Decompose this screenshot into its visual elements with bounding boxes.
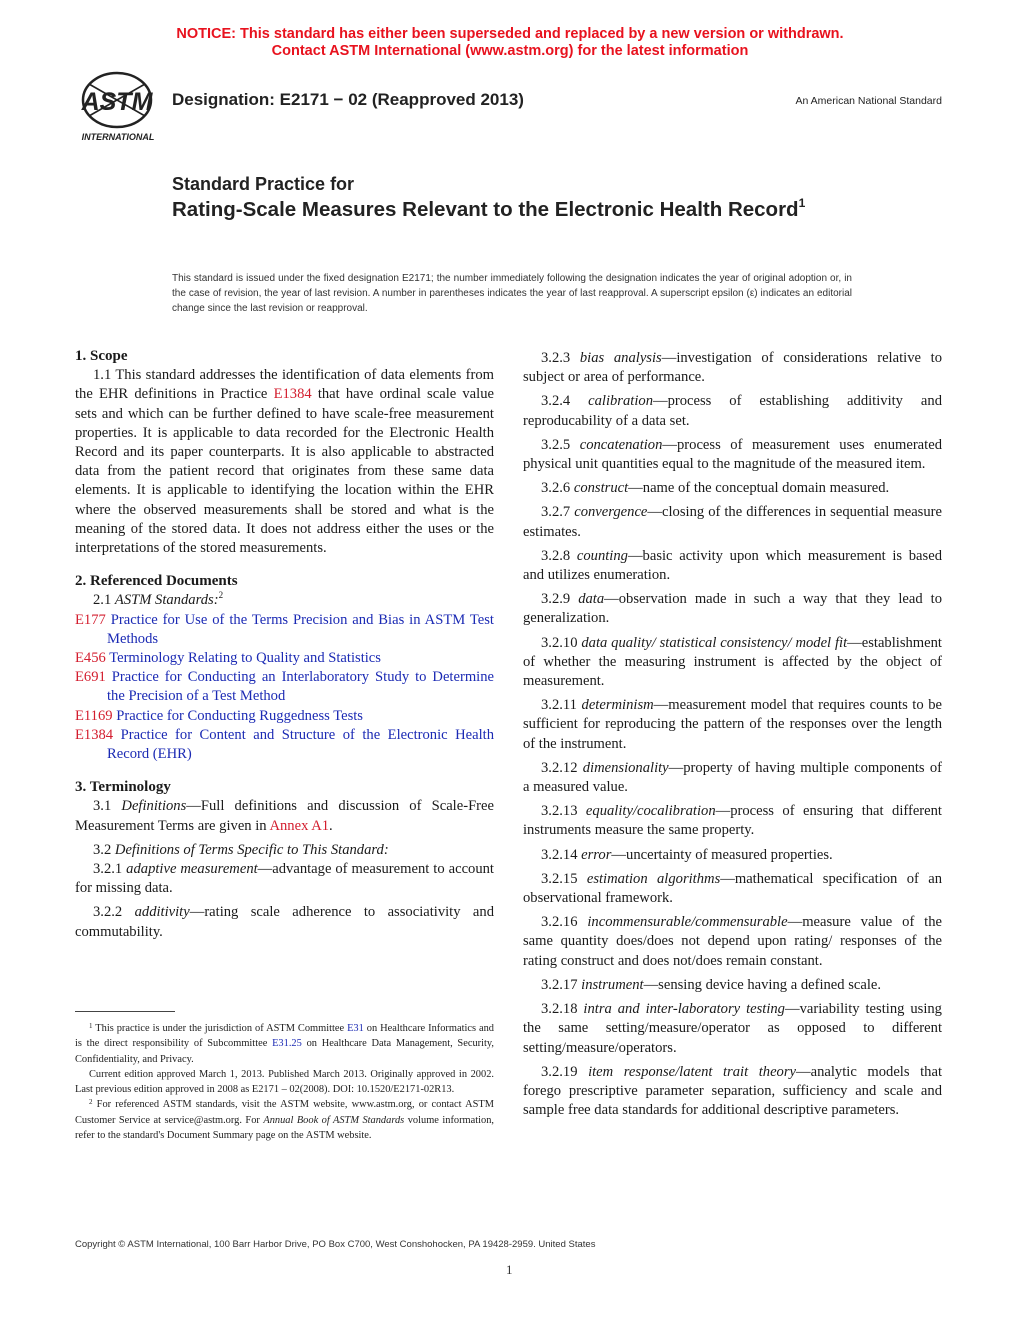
definition-text: —basic activity upon which measurement is based and utilizes enumeration. — [523, 547, 942, 584]
definition-entry — [523, 479, 942, 498]
footnote-text: on Healthcare Data Management, Security, Confidentiality, and Privacy. — [75, 1038, 494, 1065]
copyright: Copyright © ASTM International, 100 Barr Harbor Drive, PO Box C700, West Conshohocken, PA 19428-2959. United States — [75, 1239, 596, 1250]
logo-text: ASTM — [81, 88, 153, 116]
definition-number: 3.2.1 — [93, 861, 123, 878]
definition-text: —name of the conceptual domain measured. — [628, 480, 890, 497]
definition-number: 3.2.5 — [541, 436, 571, 453]
astm-logo-icon — [72, 70, 162, 145]
section-heading-scope: 1. Scope — [75, 348, 128, 364]
scope-text-before: 1.1 This standard addresses the identification of data elements from the EHR definitions in Practice — [75, 367, 494, 403]
subheading-number: 2.1 — [93, 592, 112, 609]
definition-entry — [523, 590, 942, 628]
subheading-label: ASTM Standards: — [114, 592, 219, 609]
scope-text-after: that have ordinal scale value sets and which can be further defined to have scale-free measurement properties. It is applicable to data recorded for the Electronic Health Record and its paper counterparts. It is also applicable to abstracted data from the patient record that originates from these same data elements. It is applicable to identifying the location within the EHR where the observed measurements shall be stored and what is the meaning of the stored data. It does not address either the uses or the interpretations of the stored measurements. — [75, 386, 494, 557]
title-prefix: Standard Practice for — [172, 174, 355, 194]
definition-entry — [75, 860, 494, 898]
definition-text: —closing of the differences in sequential measure estimates. — [523, 504, 942, 540]
definition-text: —sensing device having a defined scale. — [643, 976, 882, 993]
definitions-left — [75, 860, 494, 942]
definition-term: determinism — [581, 697, 654, 714]
footnote-1 — [75, 1021, 494, 1067]
footnote-text: For referenced ASTM standards, visit the ASTM website, www.astm.org, or contact ASTM Customer Service at service@astm.org. For — [75, 1099, 494, 1126]
definition-number: 3.2.13 — [541, 803, 578, 820]
definition-number: 3.2.2 — [93, 904, 123, 921]
section-heading-referenced: 2. Referenced Documents — [75, 573, 238, 590]
definition-term: adaptive measurement — [126, 861, 258, 878]
definition-term: instrument — [581, 976, 644, 993]
definition-number: 3.2.11 — [541, 697, 577, 714]
definition-term: incommensurable/commensurable — [587, 914, 788, 931]
definition-entry — [523, 547, 942, 585]
definition-number: 3.2.4 — [541, 393, 571, 410]
para-number: 3.1 — [93, 798, 112, 815]
definitions-right — [523, 349, 942, 1120]
footnote-text: This practice is under the jurisdiction of ASTM Committee — [95, 1023, 345, 1034]
definition-entry — [523, 1000, 942, 1058]
footnote-1-edition: Current edition approved March 1, 2013. Published March 2013. Originally approved in 2002. Last previous edition approved in 2008 as E2171 – 02(2008). DOI: 10.1520/E2171-02R13. — [75, 1068, 494, 1096]
definition-term: data — [578, 591, 605, 608]
reference-code-link[interactable]: E1384 — [75, 726, 114, 743]
term: Definitions — [121, 798, 187, 815]
definition-entry — [523, 802, 942, 840]
definition-number: 3.2.16 — [541, 914, 578, 931]
definition-term: calibration — [588, 393, 653, 410]
footnote-text: on Healthcare Informatics and is the direct responsibility of Subcommittee — [75, 1023, 494, 1050]
footnote-2-mark: 2 — [89, 1098, 93, 1107]
definition-entry — [523, 913, 942, 971]
definition-text: —measurement model that requires counts to be sufficient for reproducing the pattern of the responses over the length of the instrument. — [523, 697, 942, 752]
definition-text: —variability testing using the same setting/measure/operator as opposed to different setting/measure/operators. — [523, 1001, 942, 1056]
definition-text: —rating scale adherence to associativity and commutability. — [75, 904, 494, 940]
definition-text: —process of establishing additivity and reproducability of a data set. — [523, 393, 942, 429]
definition-entry — [523, 976, 942, 995]
reference-item — [75, 726, 494, 764]
reference-list — [75, 611, 494, 765]
definition-number: 3.2.6 — [541, 480, 571, 497]
definition-term: concatenation — [579, 436, 663, 453]
page-number: 1 — [506, 1262, 513, 1277]
reference-title-link[interactable]: Practice for Conducting an Interlaboratory Study to Determine the Precision of a Test Method — [107, 669, 495, 705]
definition-text: —advantage of measurement to account for missing data. — [75, 861, 494, 897]
right-column — [523, 349, 942, 1125]
definition-text: —Full definitions and discussion of Scale-Free Measurement Terms are given in — [75, 798, 494, 834]
title-main — [172, 196, 872, 223]
definition-number: 3.2.10 — [541, 634, 578, 651]
definition-term: data quality/ statistical consistency/ model fit — [581, 634, 848, 651]
definition-entry — [523, 436, 942, 474]
definition-text: —analytic models that forego prescriptive parameter separation, sufficiency and scale and sample free data standards for additional descriptive parameters. — [523, 1063, 943, 1119]
definition-entry — [523, 870, 942, 908]
reference-title-link[interactable]: Terminology Relating to Quality and Statistics — [109, 650, 381, 667]
subcommittee-e31-25-link[interactable]: E31.25 — [272, 1038, 302, 1050]
definition-number: 3.2.19 — [541, 1063, 578, 1080]
notice-line-1: NOTICE: This standard has either been superseded and replaced by a new version or withdrawn. — [176, 26, 844, 42]
reference-item — [75, 649, 494, 668]
footnotes — [75, 1021, 494, 1143]
american-national-standard-label: An American National Standard — [795, 95, 942, 107]
definition-entry — [523, 392, 942, 430]
subheading-label: Definitions of Terms Specific to This Standard: — [114, 841, 389, 858]
title-text: Rating-Scale Measures Relevant to the Electronic Health Record — [172, 198, 799, 221]
definition-number: 3.2.18 — [541, 1001, 578, 1018]
definition-text: —observation made in such a way that they lead to generalization. — [523, 591, 942, 627]
definition-number: 3.2.14 — [541, 846, 578, 863]
definition-term: equality/cocalibration — [585, 803, 716, 820]
issue-note: This standard is issued under the fixed designation E2171; the number immediately following the designation indicates the year of original adoption or, in the case of revision, the year of last revision. A number in parentheses indicates the year of last reapproval. A superscript epsilon (ε) indicates an editorial change since the last revision or reapproval. — [172, 273, 852, 314]
title-footnote-mark: 1 — [798, 196, 806, 210]
definition-text: —measure value of the same quantity does/does not depend upon rating/ responses of the rating construct and does not/does remain constant. — [523, 914, 942, 969]
notice-line-2: Contact ASTM International (www.astm.org) for the latest information — [271, 43, 749, 59]
designation: Designation: E2171 − 02 (Reapproved 2013) — [172, 90, 524, 109]
definition-text: —mathematical specification of an observational framework. — [523, 870, 942, 907]
definition-text: —investigation of considerations relative to subject or area of performance. — [523, 350, 943, 386]
definition-term: construct — [573, 480, 629, 497]
left-column — [75, 347, 494, 947]
definition-entry — [523, 696, 942, 754]
definition-number: 3.2.7 — [541, 504, 571, 521]
definition-term: dimensionality — [582, 759, 669, 776]
definition-text: —property of having multiple components of a measured value. — [523, 759, 942, 796]
para-number: 3.2 — [93, 841, 112, 858]
definition-text: —establishment of whether the measuring instrument is affected by the object of measurement. — [523, 634, 942, 690]
reference-item — [75, 668, 494, 706]
reference-title-link[interactable]: Practice for Content and Structure of the Electronic Health Record (EHR) — [107, 726, 495, 763]
footnote-2 — [75, 1097, 494, 1143]
definition-text: —process of ensuring that different instruments measure the same property. — [523, 803, 942, 839]
scope-paragraph — [75, 366, 494, 558]
footnote-divider — [75, 1011, 175, 1012]
footnote-text: volume information, refer to the standard's Document Summary page on the ASTM website. — [75, 1114, 495, 1142]
definition-number: 3.2.3 — [541, 350, 571, 366]
reference-item — [75, 611, 494, 649]
definition-number: 3.2.15 — [541, 870, 578, 887]
definition-term: intra and inter-laboratory testing — [583, 1001, 785, 1018]
document-title — [172, 172, 872, 223]
definition-term: counting — [576, 547, 628, 564]
reference-code-link[interactable]: E456 — [75, 650, 106, 667]
definition-term: convergence — [574, 504, 648, 521]
definition-term: additivity — [134, 904, 190, 921]
annex-a1-link[interactable]: Annex A1 — [269, 817, 330, 834]
astm-standards-subheading — [75, 591, 494, 610]
definition-number: 3.2.17 — [541, 976, 578, 993]
definition-term: error — [581, 846, 612, 863]
definition-number: 3.2.12 — [541, 759, 578, 776]
logo-subtext: INTERNATIONAL — [81, 132, 155, 142]
reference-title-link[interactable]: Practice for Conducting Ruggedness Tests — [116, 707, 363, 724]
definition-entry — [523, 759, 942, 797]
definition-entry — [523, 349, 942, 387]
section-heading-terminology: 3. Terminology — [75, 779, 171, 796]
reference-title-link[interactable]: Practice for Use of the Terms Precision and Bias in ASTM Test Methods — [107, 611, 494, 647]
definition-entry — [523, 634, 942, 692]
reference-item — [75, 707, 494, 726]
definition-term: item response/latent trait theory — [588, 1063, 797, 1080]
definition-term: estimation algorithms — [586, 870, 721, 887]
definition-entry — [523, 846, 942, 865]
definition-number: 3.2.8 — [541, 547, 571, 564]
scope-link-e1384[interactable]: E1384 — [273, 386, 312, 403]
footnote-italic: Annual Book of ASTM Standards — [263, 1114, 405, 1126]
notice-banner — [0, 26, 1020, 60]
definition-entry — [523, 1063, 942, 1121]
reference-code-link[interactable]: E1169 — [75, 707, 113, 724]
committee-e31-link[interactable]: E31 — [347, 1023, 364, 1034]
footnote-1-mark: 1 — [89, 1022, 93, 1030]
terminology-3-2 — [75, 841, 494, 860]
terminology-3-1: 3.1 Definitions—Full definitions and discussion of Scale-Free Measurement Terms are given in Annex A1. — [75, 798, 494, 834]
definition-term: bias analysis — [579, 350, 662, 366]
definition-number: 3.2.9 — [541, 591, 571, 608]
reference-code-link[interactable]: E177 — [75, 611, 106, 628]
definition-entry — [75, 903, 494, 941]
subheading-footnote-mark: 2 — [218, 590, 224, 601]
definition-entry — [523, 503, 942, 541]
definition-text: —uncertainty of measured properties. — [611, 846, 833, 863]
reference-code-link[interactable]: E691 — [75, 669, 106, 686]
definition-text: —process of measurement uses enumerated physical unit quantities equal to the magnitude of the measured item. — [523, 436, 942, 473]
